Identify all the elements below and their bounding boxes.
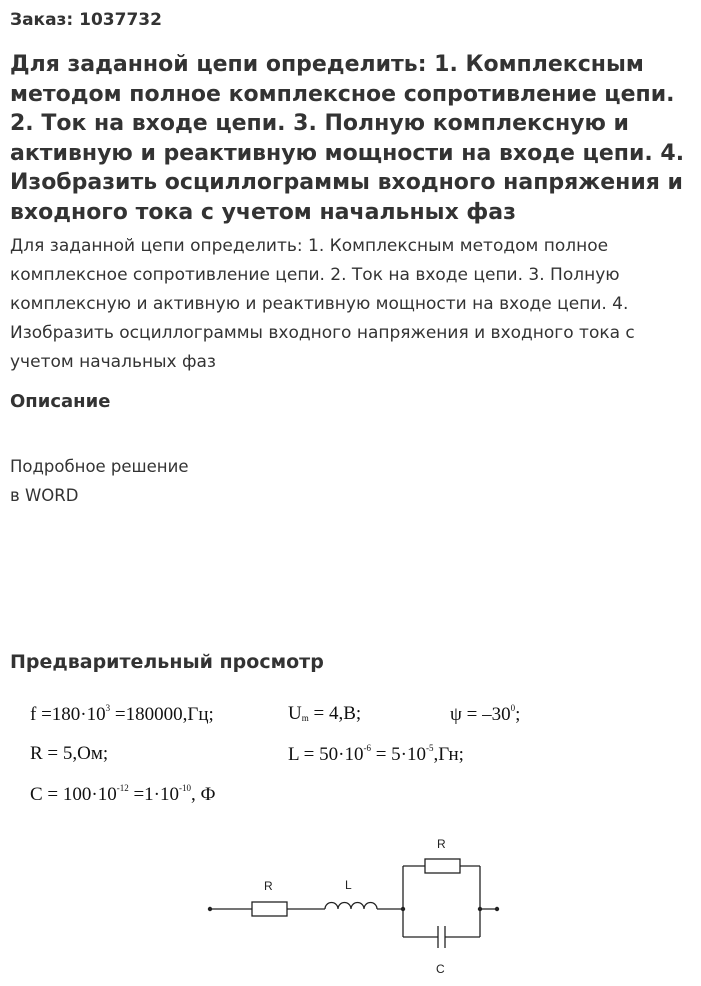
circuit-diagram: [200, 830, 510, 980]
terminal-right: [495, 907, 499, 911]
description-line-2: в WORD: [10, 486, 79, 505]
description-heading: Описание: [10, 391, 111, 412]
label-r1: R: [264, 879, 273, 893]
label-l: L: [345, 878, 352, 892]
formula-voltage-amplitude: $U_m = 4,В$;: [288, 703, 362, 724]
formula-phase: $\psi = -30^0$;: [450, 703, 521, 725]
formula-resistance: R = 5,Ом;: [30, 743, 109, 764]
preview-heading: Предварительный просмотр: [10, 651, 324, 673]
inductor-l: [325, 903, 377, 910]
node-right: [478, 907, 482, 911]
description-line-1: Подробное решение: [10, 457, 189, 476]
formula-inductance: $L = 50\cdot 10^{-6} = 5\cdot 10^{-5},Гн$;: [288, 743, 464, 765]
description-text: [10, 452, 188, 510]
node-left: [401, 907, 405, 911]
label-c: C: [436, 962, 445, 976]
resistor-r1: [252, 902, 287, 916]
label-r2: R: [437, 837, 446, 851]
formula-capacitance: $C = 100\cdot 10^{-12} =1\cdot 10^{-10}$, Ф: [30, 783, 216, 805]
page-title: Для заданной цепи определить: 1. Комплексным методом полное комплексное сопротивление цепи. 2. Ток на входе цепи. 3. Полную комплексную и активную и реактивную мощности на входе цепи. 4. Изобразить осциллограммы входного напряжения и входного тока с учетом начальных фаз: [10, 52, 685, 225]
formula-frequency: $f =180\cdot 10^3 =180000,Гц$;: [30, 703, 214, 725]
task-text: Для заданной цепи определить: 1. Комплексным методом полное комплексное сопротивление цепи. 2. Ток на входе цепи. 3. Полную комплексную и активную и реактивную мощности на входе цепи. 4. Изобразить осциллограммы входного напряжения и входного тока с учетом начальных фаз: [10, 236, 635, 372]
resistor-r2: [425, 859, 460, 873]
terminal-left: [208, 907, 212, 911]
order-number: Заказ: 1037732: [10, 10, 162, 30]
